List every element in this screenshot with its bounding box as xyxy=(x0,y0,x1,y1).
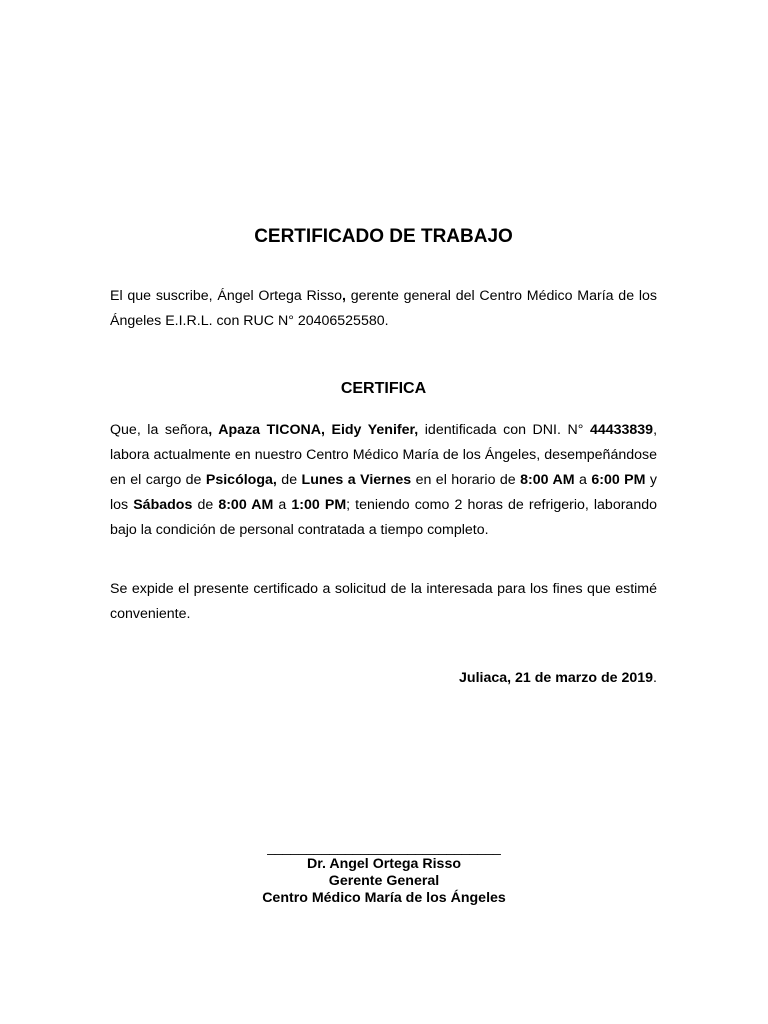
signatory-name: Dr. Angel Ortega Risso xyxy=(307,856,461,872)
job-position: Psicóloga, xyxy=(205,472,277,488)
saturday-start-time: 8:00 AM xyxy=(218,497,274,513)
body-text-6: a xyxy=(574,472,592,488)
intro-text-1: El que suscribe, Ángel Ortega Risso xyxy=(110,288,343,304)
weekday-end-time: 6:00 PM xyxy=(591,472,646,488)
body-text-4: de xyxy=(276,472,302,488)
employee-name: , Apaza TICONA, Eidy Yenifer, xyxy=(208,422,419,438)
body-text-1: Que, la señora xyxy=(110,422,209,438)
weekday-start-time: 8:00 AM xyxy=(520,472,575,488)
body-text-5: en el horario de xyxy=(411,472,521,488)
signature-line: ______________________________ xyxy=(267,839,501,855)
intro-comma: , xyxy=(342,288,346,304)
signatory-position: Gerente General xyxy=(328,873,440,889)
certifica-heading: CERTIFICA xyxy=(340,380,427,397)
body-text-3: , labora actualmente en nuestro Centro Médico María de los Ángeles, desempeñándose en el cargo de xyxy=(110,422,658,488)
body-text-7: y los xyxy=(110,472,657,513)
closing-paragraph: Se expide el presente certificado a solicitud de la interesada para los fines que estimé conveniente. xyxy=(110,581,657,622)
intro-paragraph xyxy=(110,284,657,334)
body-text-8: de xyxy=(192,497,219,513)
saturday-label: Sábados xyxy=(133,497,193,513)
body-text-9: a xyxy=(273,497,292,513)
intro-text-2: gerente general del Centro Médico María de los Ángeles E.I.R.L. con RUC N° 20406525580. xyxy=(110,288,657,329)
document-title: CERTIFICADO DE TRABAJO xyxy=(254,226,513,247)
body-paragraph xyxy=(110,418,657,543)
date-period: . xyxy=(653,670,657,686)
signatory-organization: Centro Médico María de los Ángeles xyxy=(262,890,506,906)
work-days: Lunes a Viernes xyxy=(301,472,412,488)
saturday-end-time: 1:00 PM xyxy=(291,497,347,513)
dni-number: 44433839 xyxy=(589,422,654,438)
date-text: Juliaca, 21 de marzo de 2019 xyxy=(459,670,654,686)
body-text-10: ; teniendo como 2 horas de refrigerio, laborando bajo la condición de personal contratada a tiempo completo. xyxy=(110,497,657,538)
signature-block xyxy=(0,838,768,907)
body-text-2: identificada con DNI. N° xyxy=(418,422,590,438)
date-line xyxy=(110,666,657,691)
